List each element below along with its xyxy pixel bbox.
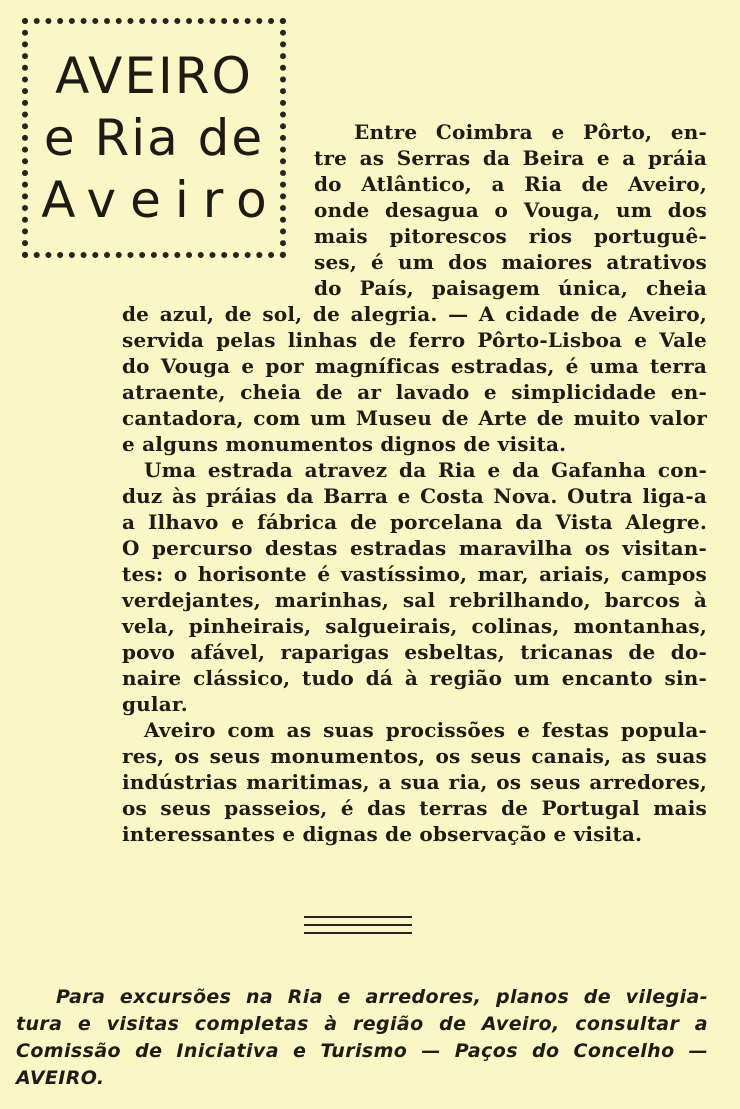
body-line: mais pitorescos rios portuguê-	[314, 224, 707, 248]
body-line: O percurso destas estradas maravilha os visitan-	[122, 536, 707, 560]
body-line: atraente, cheia de ar lavado e simplicidade en-	[122, 380, 707, 404]
footer-line: Comissão de Iniciativa e Turismo — Paços do Concelho —	[16, 1040, 708, 1062]
body-line: tre as Serras da Beira e a práia	[314, 146, 707, 170]
footer-line: Para excursões na Ria e arredores, planos de vilegia-	[56, 986, 708, 1008]
body-line: gular.	[122, 692, 188, 716]
body-line: do País, paisagem única, cheia	[314, 276, 707, 300]
body-line: de azul, de sol, de alegria. — A cidade de Aveiro,	[122, 302, 707, 326]
body-line: povo afável, raparigas esbeltas, tricanas de do-	[122, 640, 707, 664]
body-line: res, os seus monumentos, os seus canais, as suas	[122, 744, 707, 768]
footer-line: tura e visitas completas à região de Aveiro, consultar a	[16, 1013, 708, 1035]
body-line: a Ilhavo e fábrica de porcelana da Vista Alegre.	[122, 510, 707, 534]
body-line: do Vouga e por magníficas estradas, é uma terra	[122, 354, 707, 378]
body-line: duz às práias da Barra e Costa Nova. Outra liga-a	[122, 484, 707, 508]
footer-line: AVEIRO.	[16, 1067, 105, 1089]
body-line: naire clássico, tudo dá à região um encanto sin-	[122, 666, 707, 690]
body-line: tes: o horisonte é vastíssimo, mar, ariais, campos	[122, 562, 707, 586]
body-line: onde desagua o Vouga, um dos	[314, 198, 707, 222]
title-line-3: Aveiro	[41, 171, 281, 229]
body-line: Aveiro com as suas procissões e festas popula-	[144, 718, 707, 742]
body-line: Uma estrada atravez da Ria e da Gafanha con-	[144, 458, 707, 482]
body-line: cantadora, com um Museu de Arte de muito valor	[122, 406, 707, 430]
body-line: e alguns monumentos dignos de visita.	[122, 432, 567, 456]
body-line: os seus passeios, é das terras de Portugal mais	[122, 796, 707, 820]
body-line: Entre Coimbra e Pôrto, en-	[354, 120, 707, 144]
title-box	[22, 18, 286, 258]
body-line: ses, é um dos maiores atrativos	[314, 250, 707, 274]
body-line: vela, pinheirais, salgueirais, colinas, montanhas,	[122, 614, 707, 638]
body-line: indústrias maritimas, a sua ria, os seus arredores,	[122, 770, 707, 794]
body-line: do Atlântico, a Ria de Aveiro,	[314, 172, 707, 196]
title-line-2: e Ria de	[43, 109, 265, 167]
body-line: servida pelas linhas de ferro Pôrto-Lisboa e Vale	[122, 328, 707, 352]
body-line: interessantes e dignas de observação e visita.	[122, 822, 643, 846]
body-line: verdejantes, marinhas, sal rebrilhando, barcos à	[122, 588, 707, 612]
title-line-1: AVEIRO	[55, 47, 253, 105]
section-divider	[304, 914, 412, 936]
